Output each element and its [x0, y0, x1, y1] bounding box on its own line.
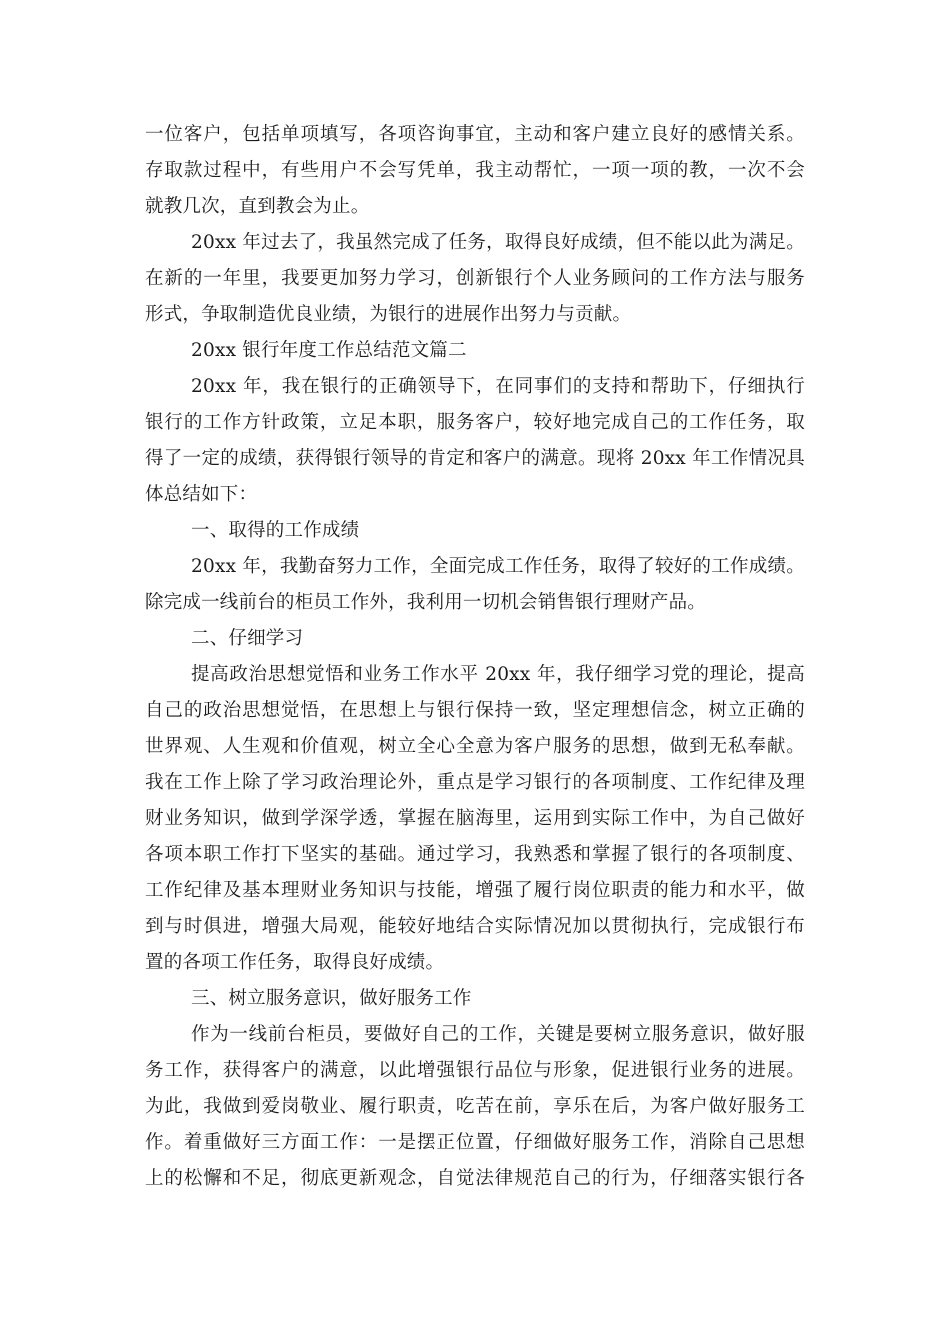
- paragraph-line: 就教几次，直到教会为止。: [145, 196, 370, 217]
- paragraph-line: 体总结如下：: [145, 484, 258, 505]
- section-heading: 三、树立服务意识，做好服务工作: [191, 988, 472, 1009]
- paragraph-line: 财业务知识，做到学深学透，掌握在脑海里，运用到实际工作中，为自己做好: [145, 808, 805, 829]
- section-title: 20xx 银行年度工作总结范文篇二: [191, 340, 467, 361]
- paragraph-line: 除完成一线前台的柜员工作外，我利用一切机会销售银行理财产品。: [145, 592, 707, 613]
- section-heading: 一、取得的工作成绩: [191, 520, 360, 541]
- paragraph-line: 我在工作上除了学习政治理论外，重点是学习银行的各项制度、工作纪律及理: [145, 772, 805, 793]
- paragraph-line: 提高政治思想觉悟和业务工作水平 20xx 年，我仔细学习党的理论，提高: [191, 664, 805, 685]
- paragraph-line: 作。着重做好三方面工作：一是摆正位置，仔细做好服务工作，消除自己思想: [145, 1132, 805, 1153]
- paragraph-line: 自己的政治思想觉悟，在思想上与银行保持一致，坚定理想信念，树立正确的: [145, 700, 805, 721]
- paragraph-line: 工作纪律及基本理财业务知识与技能，增强了履行岗位职责的能力和水平，做: [145, 880, 805, 901]
- paragraph-line: 20xx 年，我勤奋努力工作，全面完成工作任务，取得了较好的工作成绩。: [191, 556, 805, 577]
- paragraph-line: 20xx 年，我在银行的正确领导下，在同事们的支持和帮助下，仔细执行: [191, 376, 805, 397]
- paragraph-line: 各项本职工作打下坚实的基础。通过学习，我熟悉和掌握了银行的各项制度、: [145, 844, 805, 865]
- paragraph-line: 为此，我做到爱岗敬业、履行职责，吃苦在前，享乐在后，为客户做好服务工: [145, 1096, 805, 1117]
- paragraph-line: 在新的一年里，我要更加努力学习，创新银行个人业务顾问的工作方法与服务: [145, 268, 805, 289]
- paragraph-line: 置的各项工作任务，取得良好成绩。: [145, 952, 445, 973]
- paragraph-line: 世界观、人生观和价值观，树立全心全意为客户服务的思想，做到无私奉献。: [145, 736, 805, 757]
- paragraph-line: 形式，争取制造优良业绩，为银行的进展作出努力与贡献。: [145, 304, 632, 325]
- paragraph-line: 务工作，获得客户的满意，以此增强银行品位与形象，促进银行业务的进展。: [145, 1060, 805, 1081]
- paragraph-line: 银行的工作方针政策，立足本职，服务客户，较好地完成自己的工作任务，取: [145, 412, 805, 433]
- paragraph-line: 到与时俱进，增强大局观，能较好地结合实际情况加以贯彻执行，完成银行布: [145, 916, 805, 937]
- paragraph-line: 存取款过程中，有些用户不会写凭单，我主动帮忙，一项一项的教，一次不会: [145, 160, 805, 181]
- section-heading: 二、仔细学习: [191, 628, 304, 649]
- paragraph-line: 一位客户，包括单项填写，各项咨询事宜，主动和客户建立良好的感情关系。: [145, 124, 805, 145]
- paragraph-line: 作为一线前台柜员，要做好自己的工作，关键是要树立服务意识，做好服: [191, 1024, 805, 1045]
- paragraph-line: 20xx 年过去了，我虽然完成了任务，取得良好成绩，但不能以此为满足。: [191, 232, 805, 253]
- paragraph-line: 上的松懈和不足，彻底更新观念，自觉法律规范自己的行为，仔细落实银行各: [145, 1168, 805, 1189]
- paragraph-line: 得了一定的成绩，获得银行领导的肯定和客户的满意。现将 20xx 年工作情况具: [145, 448, 805, 469]
- document-body: [145, 117, 805, 1197]
